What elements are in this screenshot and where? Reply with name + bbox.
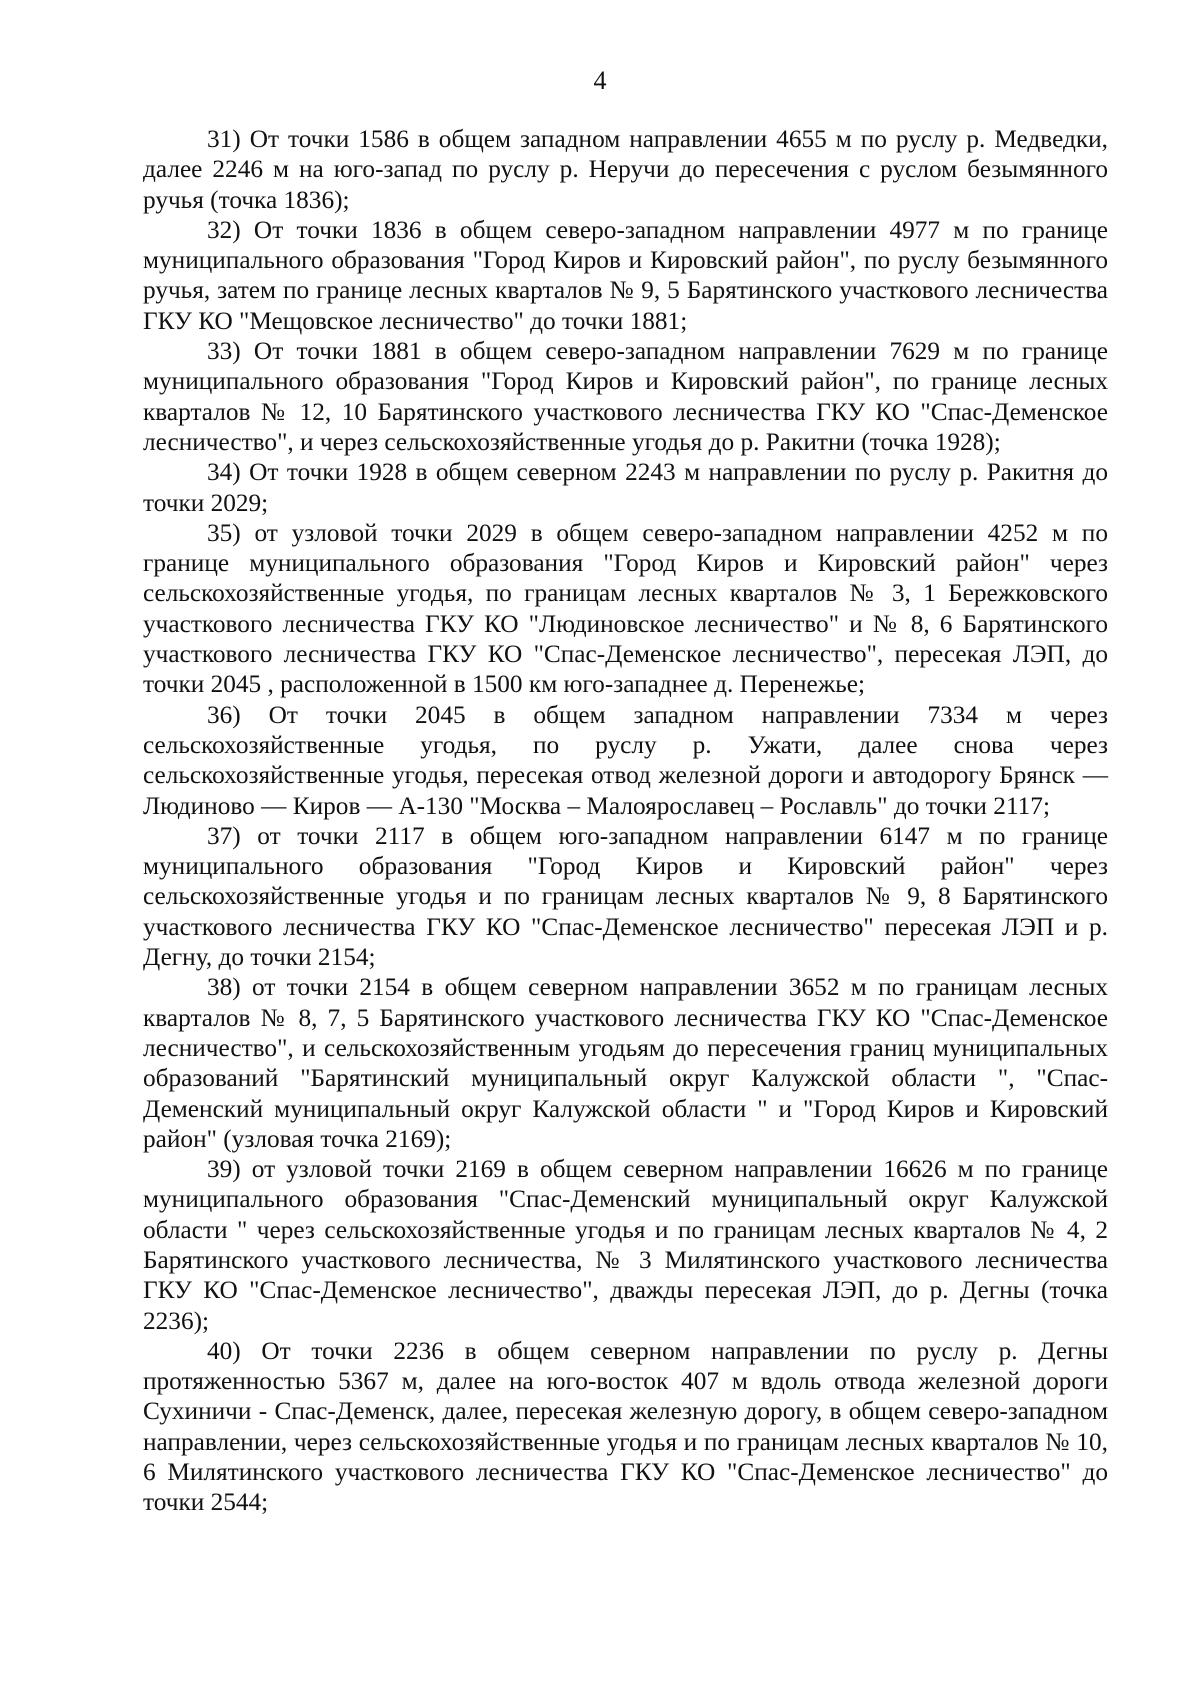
paragraph-34: 34) От точки 1928 в общем северном 2243 м направлении по руслу р. Ракитня до точки 2029; [143, 458, 1108, 517]
paragraph-36: 36) От точки 2045 в общем западном направлении 7334 м через сельскохозяйственные угодья, по руслу р. Ужати, далее снова через сельскохозяйственные угодья, пересекая отвод железной дороги и автодорогу Брянск — Людиново — Киров — А-130 "Москва – Малоярославец – Рославль" до точки 2117; [143, 700, 1108, 820]
paragraph-32: 32) От точки 1836 в общем северо-западном направлении 4977 м по границе муниципального образования "Город Киров и Кировский район", по руслу безымянного ручья, затем по границе лесных кварталов № 9, 5 Барятинского участкового лесничества ГКУ КО "Мещовское лесничество" до точки 1881; [143, 215, 1108, 335]
paragraph-35: 35) от узловой точки 2029 в общем северо-западном направлении 4252 м по границе муниципального образования "Город Киров и Кировский район" через сельскохозяйственные угодья, по границам лесных кварталов № 3, 1 Бережковского участкового лесничества ГКУ КО "Людиновское лесничество" и № 8, 6 Барятинского участкового лесничества ГКУ КО "Спас-Деменское лесничество", пересекая ЛЭП, до точки 2045 , расположенной в 1500 км юго-западнее д. Перенежье; [143, 518, 1108, 699]
paragraph-39: 39) от узловой точки 2169 в общем северном направлении 16626 м по границе муниципального образования "Спас-Деменский муниципальный округ Калужской области " через сельскохозяйственные угодья и по границам лесных кварталов № 4, 2 Барятинского участкового лесничества, № 3 Милятинского участкового лесничества ГКУ КО "Спас-Деменское лесничество", дважды пересекая ЛЭП, до р. Дегны (точка 2236); [143, 1155, 1108, 1335]
paragraph-31: 31) От точки 1586 в общем западном направлении 4655 м по руслу р. Медведки, далее 2246 м на юго-запад по руслу р. Неручи до пересечения с руслом безымянного ручья (точка 1836); [143, 125, 1108, 214]
page-number: 4 [593, 66, 607, 95]
document-body [143, 124, 1108, 1518]
paragraph-38: 38) от точки 2154 в общем северном направлении 3652 м по границам лесных кварталов № 8, 7, 5 Барятинского участкового лесничества ГКУ КО "Спас-Деменское лесничество", и сельскохозяйственным угодьям до пересечения границ муниципальных образований "Барятинский муниципальный округ Калужской области ", "Спас-Деменский муниципальный округ Калужской области " и "Город Киров и Кировский район" (узловая точка 2169); [143, 973, 1108, 1153]
paragraph-37: 37) от точки 2117 в общем юго-западном направлении 6147 м по границе муниципального образования "Город Киров и Кировский район" через сельскохозяйственные угодья и по границам лесных кварталов № 9, 8 Барятинского участкового лесничества ГКУ КО "Спас-Деменское лесничество" пересекая ЛЭП и р. Дегну, до точки 2154; [143, 821, 1108, 972]
paragraph-33: 33) От точки 1881 в общем северо-западном направлении 7629 м по границе муниципального образования "Город Киров и Кировский район", по границе лесных кварталов № 12, 10 Барятинского участкового лесничества ГКУ КО "Спас-Деменское лесничество", и через сельскохозяйственные угодья до р. Ракитни (точка 1928); [143, 337, 1108, 456]
paragraph-40: 40) От точки 2236 в общем северном направлении по руслу р. Дегны протяженностью 5367 м, далее на юго-восток 407 м вдоль отвода железной дороги Сухиничи - Спас-Деменск, далее, пересекая железную дорогу, в общем северо-западном направлении, через сельскохозяйственные угодья и по границам лесных кварталов № 10, 6 Милятинского участкового лесничества ГКУ КО "Спас-Деменское лесничество" до точки 2544; [143, 1336, 1108, 1517]
